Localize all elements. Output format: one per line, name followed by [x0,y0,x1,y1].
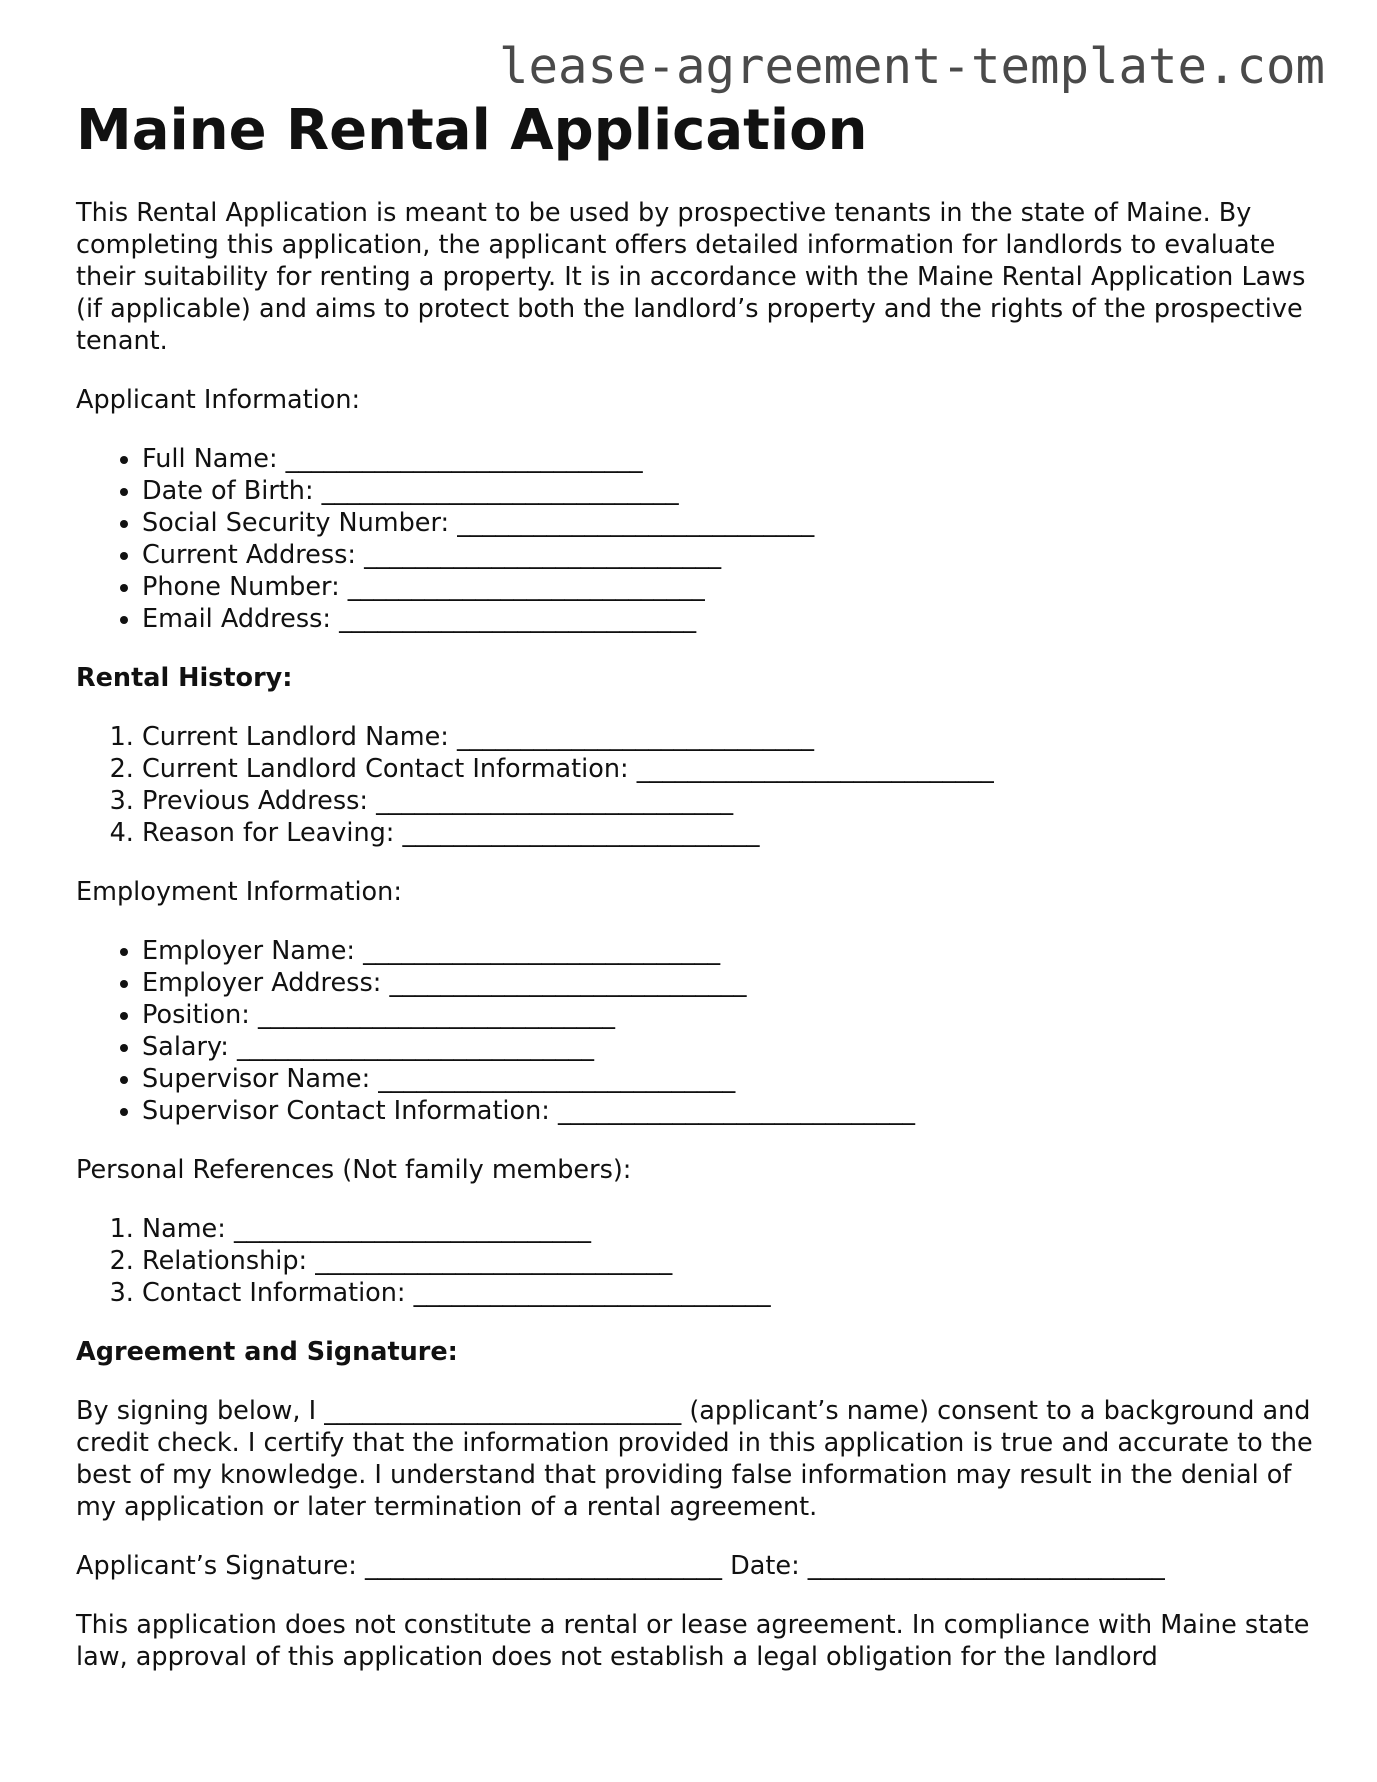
page-title: Maine Rental Application [76,98,868,163]
list-item [142,443,1316,475]
list-item [142,475,1316,507]
fill-in-blank[interactable]: ____________________________ [389,968,747,998]
fill-in-blank[interactable]: ____________________________ [233,1214,591,1244]
list-item [142,1245,1316,1277]
document-page [76,98,1316,1673]
field-label: Full Name: [142,444,278,474]
site-watermark: lease-agreement-template.com [498,38,1325,95]
field-label: Name: [142,1214,226,1244]
list-item [142,507,1316,539]
field-label: Current Address: [142,540,357,570]
signature-label: Applicant’s Signature: [76,1551,357,1581]
field-label: Date of Birth: [142,476,314,506]
footer-paragraph: This application does not constitute a rental or lease agreement. In compliance with Maine state law, approval of this application does not establish a legal obligation for the landlord [76,1610,1310,1672]
field-label: Relationship: [142,1246,308,1276]
list-item [142,571,1316,603]
field-label: Social Security Number: [142,508,450,538]
fill-in-blank[interactable]: ____________________________ [364,540,722,570]
references-list [76,1213,1316,1309]
fill-in-blank[interactable]: ____________________________ [402,818,760,848]
rental-history-list [76,721,1316,849]
fill-in-blank[interactable]: ____________________________ [339,604,697,634]
field-label: Supervisor Name: [142,1064,371,1094]
date-label: Date: [730,1551,800,1581]
agreement-heading: Agreement and Signature: [76,1337,458,1367]
employment-info-heading: Employment Information: [76,877,402,907]
agreement-text-before: By signing below, I [76,1396,317,1426]
fill-in-blank[interactable]: ____________________________ [558,1096,915,1126]
list-item [142,1095,1316,1127]
list-item [142,785,1316,817]
list-item [142,967,1316,999]
fill-in-blank[interactable]: ____________________________ [347,572,705,602]
fill-in-blank[interactable]: ____________________________ [363,936,721,966]
fill-in-blank[interactable]: ____________________________ [457,722,815,752]
list-item [142,1277,1316,1309]
field-label: Employer Address: [142,968,382,998]
field-label: Reason for Leaving: [142,818,395,848]
employment-info-list [76,935,1316,1127]
list-item [142,721,1316,753]
field-label: Supervisor Contact Information: [142,1096,550,1126]
signature-blank[interactable]: ____________________________ [365,1551,723,1581]
applicant-name-blank[interactable]: ____________________________ [324,1396,682,1426]
field-label: Contact Information: [142,1278,406,1308]
list-item [142,999,1316,1031]
fill-in-blank[interactable]: ____________________________ [315,1246,673,1276]
intro-paragraph: This Rental Application is meant to be used by prospective tenants in the state of Maine. By completing this application, the applicant offers detailed information for landlords to evaluate their suitability for renting a property. It is in accordance with the Maine Rental Application Laws (if applicable) and aims to protect both the landlord’s property and the rights of the prospective tenant. [76,198,1306,356]
field-label: Current Landlord Name: [142,722,449,752]
field-label: Previous Address: [142,786,369,816]
list-item [142,753,1316,785]
applicant-info-list [76,443,1316,635]
field-label: Phone Number: [142,572,340,602]
fill-in-blank[interactable]: ____________________________ [285,444,643,474]
list-item [142,539,1316,571]
agreement-paragraph [76,1395,1316,1523]
references-heading: Personal References (Not family members): [76,1155,632,1185]
list-item [142,935,1316,967]
applicant-info-heading: Applicant Information: [76,385,361,415]
agreement-text-after: (applicant’s name) consent to a background and credit check. I certify that the information provided in this application is true and accurate to the best of my knowledge. I understand that providing false information may result in the denial of my application or later termination of a rental agreement. [76,1396,1313,1522]
fill-in-blank[interactable]: ____________________________ [236,1032,594,1062]
field-label: Employer Name: [142,936,356,966]
list-item [142,1063,1316,1095]
fill-in-blank[interactable]: ____________________________ [258,1000,615,1030]
rental-history-heading: Rental History: [76,663,293,693]
fill-in-blank[interactable]: ____________________________ [457,508,815,538]
list-item [142,817,1316,849]
list-item [142,603,1316,635]
field-label: Salary: [142,1032,229,1062]
list-item [142,1213,1316,1245]
fill-in-blank[interactable]: ____________________________ [378,1064,736,1094]
fill-in-blank[interactable]: ____________________________ [636,754,994,784]
fill-in-blank[interactable]: ____________________________ [376,786,734,816]
signature-line [76,1550,1316,1582]
fill-in-blank[interactable]: ____________________________ [413,1278,771,1308]
fill-in-blank[interactable]: ____________________________ [321,476,679,506]
field-label: Position: [142,1000,250,1030]
list-item [142,1031,1316,1063]
field-label: Email Address: [142,604,331,634]
field-label: Current Landlord Contact Information: [142,754,629,784]
date-blank[interactable]: ____________________________ [807,1551,1165,1581]
